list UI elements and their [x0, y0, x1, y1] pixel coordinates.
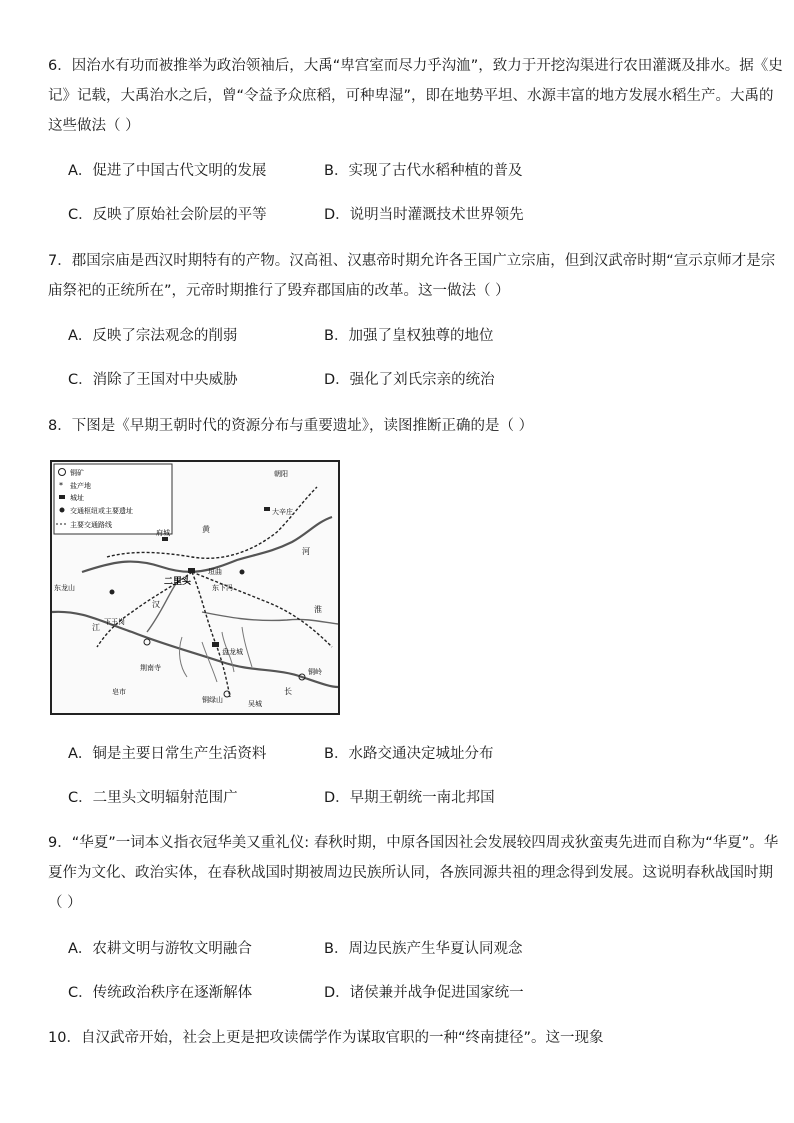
- label-xiawanggang: 下王岗: [104, 618, 125, 626]
- hub-symbol: [60, 508, 65, 513]
- label-jingnansi: 荆南寺: [140, 664, 161, 672]
- label-river-chang: 长: [284, 687, 292, 696]
- resource-distribution-map: [50, 460, 340, 715]
- label-river-jiang: 江: [92, 623, 100, 632]
- q7-option-a[interactable]: A．反映了宗法观念的削弱: [68, 328, 238, 344]
- q9-option-b[interactable]: B．周边民族产生华夏认同观念: [324, 941, 523, 957]
- q8-option-a[interactable]: A．铜是主要日常生产生活资料: [68, 746, 267, 762]
- q6-option-c[interactable]: C．反映了原始社会阶层的平等: [68, 207, 267, 223]
- q7-option-c[interactable]: C．消除了王国对中央威胁: [68, 372, 238, 388]
- q6-stem-line-2: 记》记载，大禹治水之后，曾“令益予众庶稻，可种卑湿”，即在地势平坦、水源丰富的地方发展水稻生产。大禹的: [48, 88, 774, 104]
- label-tongling: 铜岭: [308, 668, 322, 676]
- q9-stem-line-2: 夏作为文化、政治实体，在春秋战国时期被周边民族所认同，各族同源共祖的理念得到发展。这说明春秋战国时期: [48, 865, 773, 881]
- label-dongxiafeng: 东下冯: [212, 584, 233, 592]
- q9-option-a[interactable]: A．农耕文明与游牧文明融合: [68, 941, 252, 957]
- legend-city-site: 城址: [70, 494, 84, 502]
- fucheng-city: [162, 537, 168, 541]
- q7-stem-line-2: 庙祭祀的正统所在”，元帝时期推行了毁弃郡国庙的改革。这一做法（ ）: [48, 283, 510, 299]
- legend-route: 主要交通路线: [70, 521, 112, 529]
- q8-stem-line-1: 8．下图是《早期王朝时代的资源分布与重要遗址》，读图推断正确的是（ ）: [48, 418, 534, 434]
- q9-option-d[interactable]: D．诸侯兼并战争促进国家统一: [324, 985, 524, 1001]
- q8-option-c[interactable]: C．二里头文明辐射范围广: [68, 790, 238, 806]
- label-chaoyang: 朝阳: [274, 470, 288, 478]
- q7-option-d[interactable]: D．强化了刘氏宗亲的统治: [324, 372, 495, 388]
- q8-option-d[interactable]: D．早期王朝统一南北邦国: [324, 790, 495, 806]
- label-river-huang: 黄: [202, 525, 210, 534]
- label-zaoshi: 皂市: [112, 688, 126, 696]
- q6-option-d[interactable]: D．说明当时灌溉技术世界领先: [324, 207, 524, 223]
- panlongcheng-city: [212, 642, 219, 647]
- salt-symbol: *: [59, 481, 63, 490]
- label-fucheng: 府城: [156, 529, 170, 537]
- q7-option-b[interactable]: B．加强了皇权独尊的地位: [324, 328, 494, 344]
- label-donglongshan: 东龙山: [54, 584, 75, 592]
- label-yuanqu: 垣曲: [208, 568, 222, 576]
- q6-option-b[interactable]: B．实现了古代水稻种植的普及: [324, 163, 523, 179]
- q10-stem-line-1: 10．自汉武帝开始，社会上更是把攻读儒学作为谋取官职的一种“终南捷径”。这一现象: [48, 1030, 604, 1046]
- tributary-2: [242, 627, 252, 667]
- city-site-symbol: [59, 495, 65, 499]
- label-river-he: 河: [302, 547, 310, 556]
- q9-option-c[interactable]: C．传统政治秩序在逐渐解体: [68, 985, 253, 1001]
- legend-hub: 交通枢纽或主要遗址: [70, 507, 133, 515]
- label-erlitou: 二里头: [164, 577, 192, 587]
- hub-site-1: [110, 590, 115, 595]
- label-river-huai: 淮: [314, 605, 322, 614]
- map-drawing: [52, 462, 338, 713]
- q9-stem-line-3: （ ）: [48, 895, 82, 911]
- label-tonglvshan: 铜绿山: [202, 696, 223, 704]
- daxinzhuang-city: [264, 507, 270, 511]
- label-panlongcheng: 盘龙城: [222, 648, 243, 656]
- tributary-4: [180, 637, 187, 677]
- legend-copper-mine: 铜矿: [70, 469, 84, 477]
- copper-site-1: [144, 639, 150, 645]
- legend-salt: 盐产地: [70, 482, 91, 490]
- q6-stem-line-3: 这些做法（ ）: [48, 118, 140, 134]
- label-river-han: 汉: [152, 600, 160, 609]
- hub-site-2: [240, 570, 245, 575]
- q8-option-b[interactable]: B．水路交通决定城址分布: [324, 746, 494, 762]
- q6-option-a[interactable]: A．促进了中国古代文明的发展: [68, 163, 267, 179]
- erlitou-city: [188, 568, 195, 573]
- q6-stem-line-1: 6．因治水有功而被推举为政治领袖后，大禹“卑宫室而尽力乎沟洫”，致力于开挖沟渠进行农田灌溉及排水。据《史: [48, 58, 783, 74]
- label-wucheng: 吴城: [248, 700, 262, 708]
- q9-stem-line-1: 9．“华夏”一词本义指衣冠华美又重礼仪: 春秋时期，中原各国因社会发展较四周戎狄蛮夷先进而自称为“华夏”。华: [48, 835, 779, 851]
- q7-stem-line-1: 7．郡国宗庙是西汉时期特有的产物。汉高祖、汉惠帝时期允许各王国广立宗庙，但到汉武帝时期“宣示京师才是宗: [48, 253, 776, 269]
- label-daxinzhuang: 大辛庄: [272, 508, 293, 516]
- tributary-3: [202, 642, 217, 682]
